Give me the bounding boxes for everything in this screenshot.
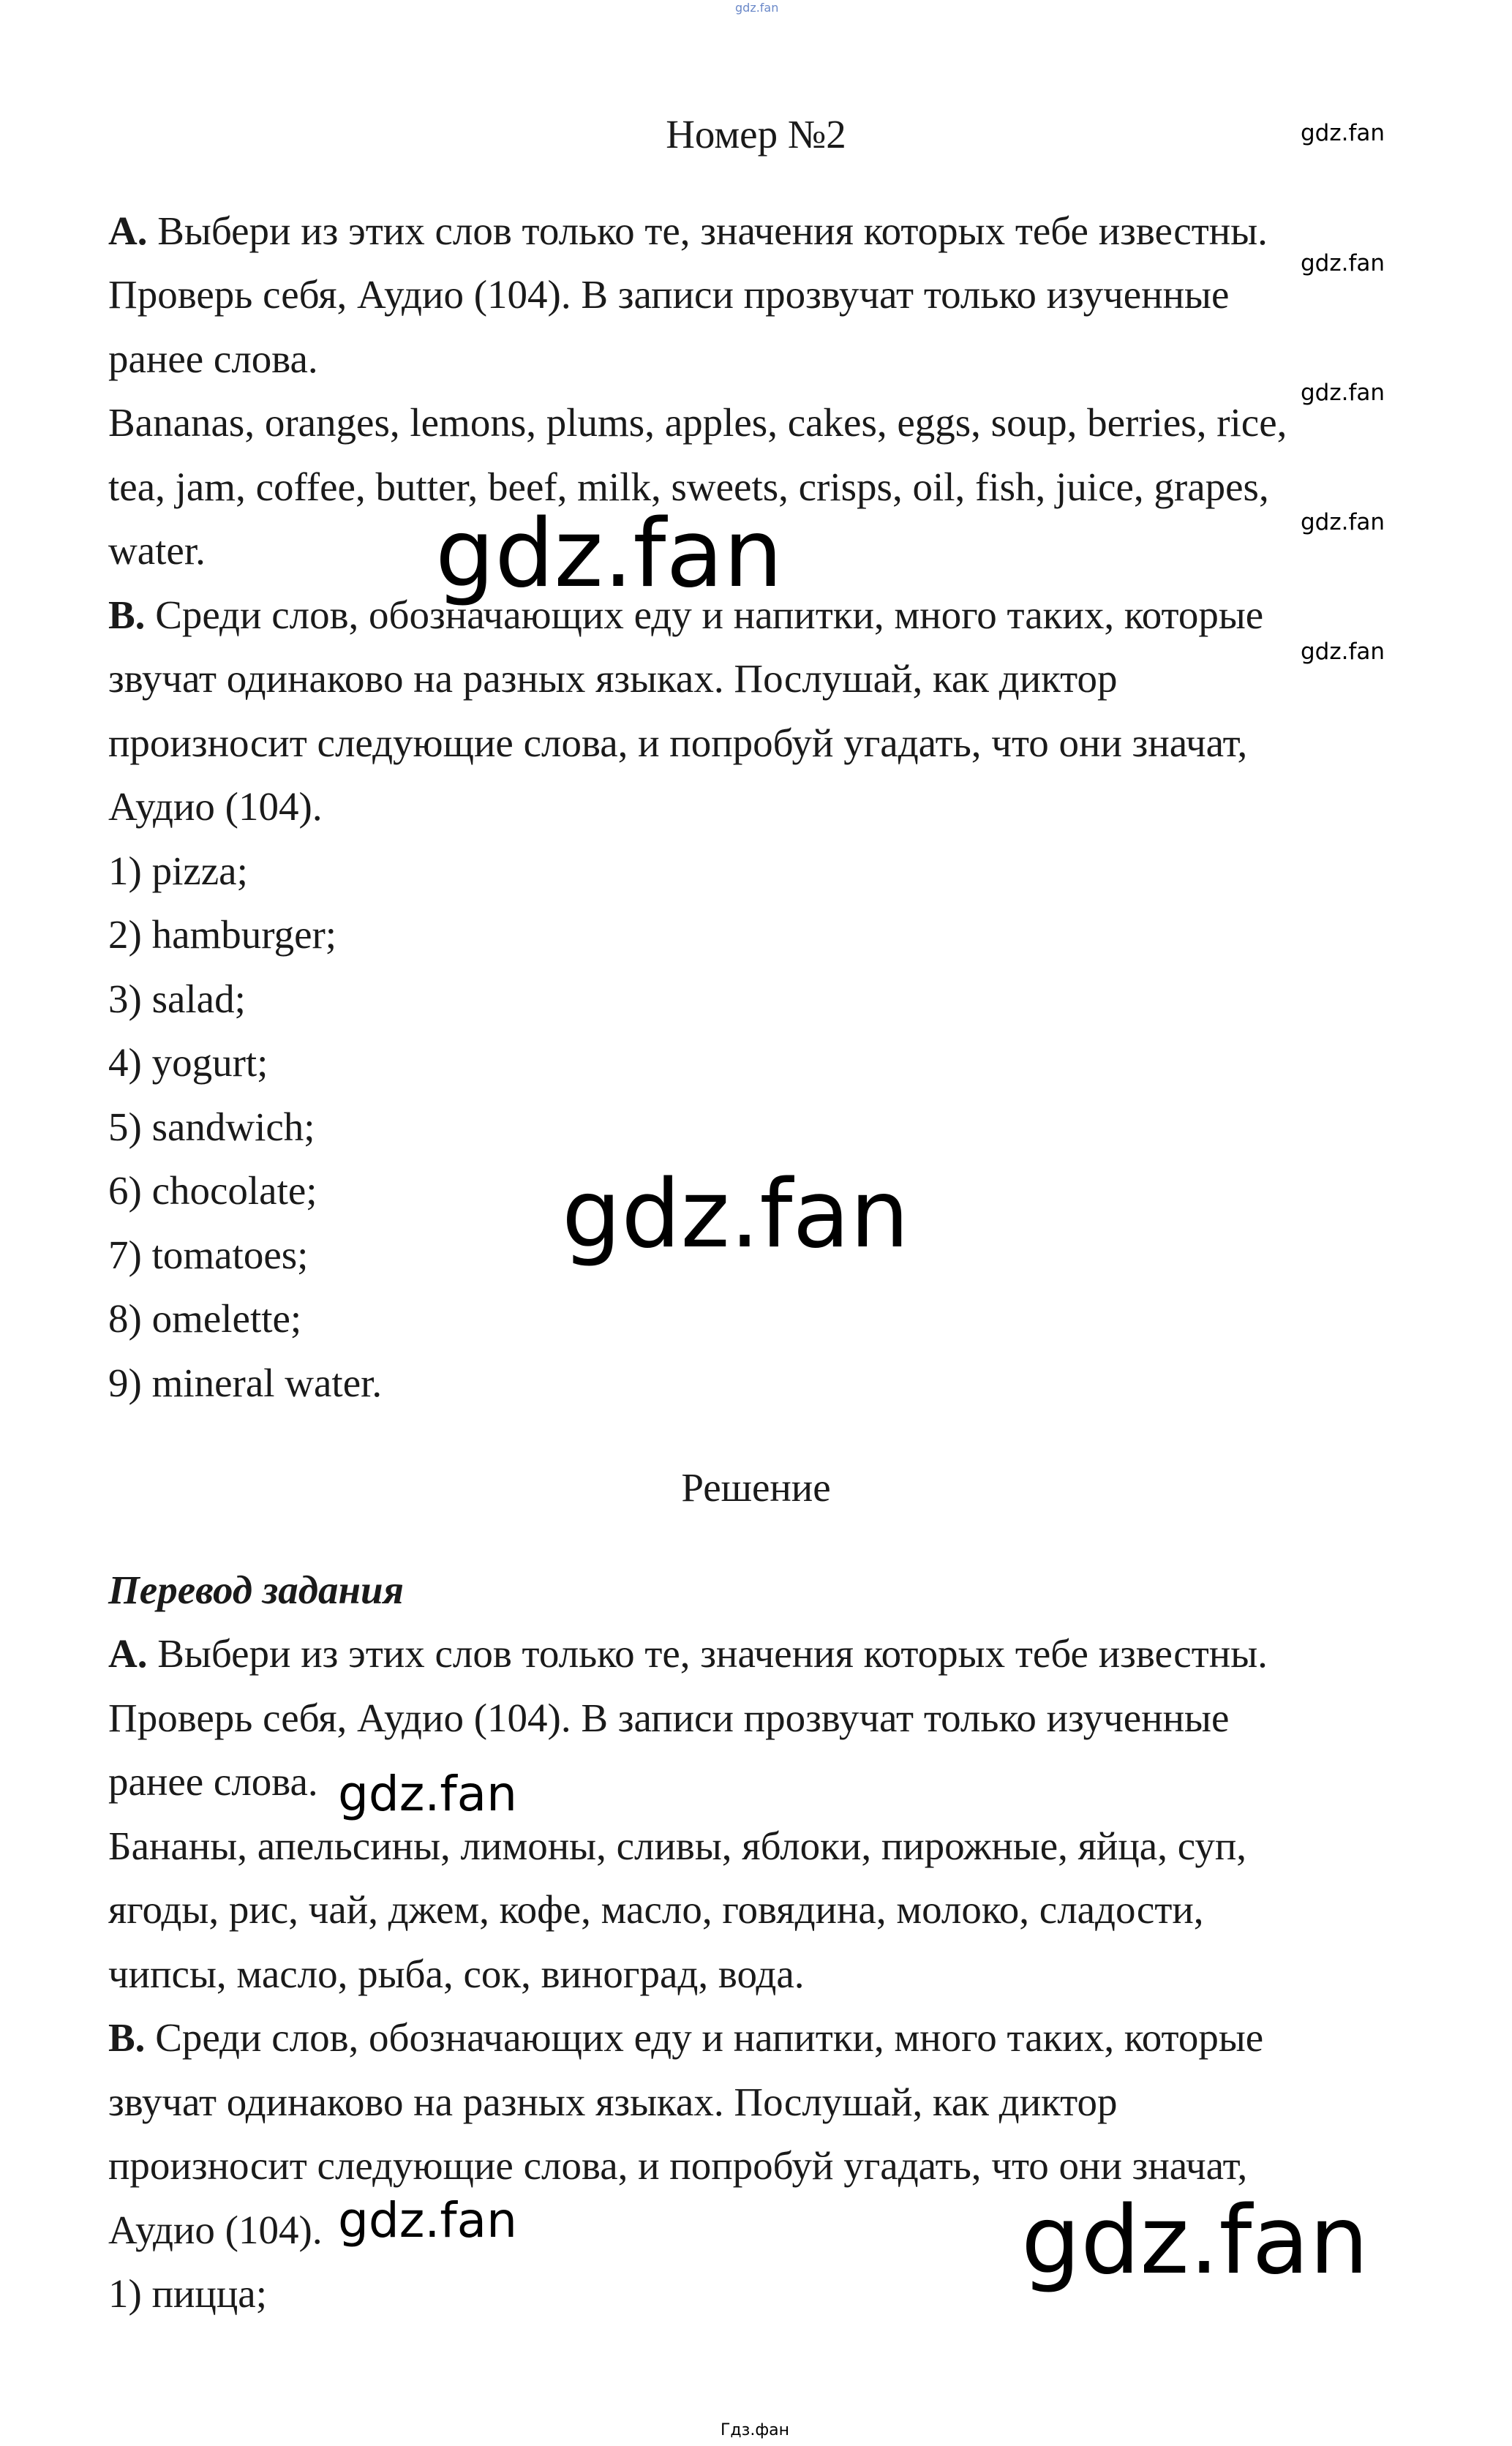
list-item: 2) hamburger; (108, 912, 337, 957)
solution-a-label: A. (108, 1631, 148, 1676)
solution-words-line-3: чипсы, масло, рыба, сок, виноград, вода. (108, 1952, 805, 1996)
task-words-line-1: Bananas, oranges, lemons, plums, apples, cakes, eggs, soup, berries, rice, (108, 400, 1287, 445)
watermark-large: gdz.fan (1021, 2186, 1369, 2295)
task-words-line-3: water. (108, 528, 206, 573)
watermark-small: gdz.fan (1301, 250, 1385, 276)
task-a-line-3: ранее слова. (108, 336, 318, 381)
task-b-line-4: Аудио (104). (108, 784, 323, 829)
watermark-small: gdz.fan (1301, 380, 1385, 406)
solution-b-label: B. (108, 2015, 146, 2060)
page-title: Номер №2 (666, 112, 846, 157)
task-b-line-2: звучат одинаково на разных языках. Послушай, как диктор (108, 656, 1118, 701)
list-item: 7) tomatoes; (108, 1233, 309, 1277)
solution-words-line-1: Бананы, апельсины, лимоны, сливы, яблоки, пирожные, яйца, суп, (108, 1824, 1247, 1868)
list-item: 5) sandwich; (108, 1105, 315, 1149)
task-a-line-1 (108, 199, 1268, 263)
translation-heading: Перевод задания (108, 1568, 404, 1612)
list-item: 6) chocolate; (108, 1168, 317, 1213)
list-item: 1) pizza; (108, 848, 248, 893)
task-a-line-2: Проверь себя, Аудио (104). В записи прозвучат только изученные (108, 272, 1230, 317)
solution-a-line-3: ранее слова. (108, 1759, 318, 1804)
watermark-small: gdz.fan (1301, 639, 1385, 665)
solution-b-line-2: звучат одинаково на разных языках. Послушай, как диктор (108, 2080, 1118, 2124)
list-item: 4) yogurt; (108, 1040, 268, 1085)
watermark-bottom: Гдз.фан (721, 2421, 789, 2439)
task-words-line-2: tea, jam, coffee, butter, beef, milk, sweets, crisps, oil, fish, juice, grapes, (108, 464, 1269, 509)
task-b-line-3: произносит следующие слова, и попробуй угадать, что они значат, (108, 720, 1248, 765)
list-item: 3) salad; (108, 976, 246, 1021)
task-a-text-1: Выбери из этих слов только те, значения которых тебе известны. (157, 208, 1268, 253)
solution-a-line-1 (108, 1622, 1268, 1686)
solution-b-line-1 (108, 2006, 1263, 2070)
watermark-top: gdz.fan (735, 1, 779, 15)
solution-words-line-2: ягоды, рис, чай, джем, кофе, масло, говядина, молоко, сладости, (108, 1887, 1204, 1932)
solution-b-line-4: Аудио (104). (108, 2208, 323, 2252)
solution-a-line-2: Проверь себя, Аудио (104). В записи прозвучат только изученные (108, 1696, 1230, 1740)
solution-b-text-1: Среди слов, обозначающих еду и напитки, много таких, которые (155, 2015, 1264, 2060)
watermark-small: gdz.fan (1301, 509, 1385, 535)
solution-a-text-1: Выбери из этих слов только те, значения которых тебе известны. (157, 1631, 1268, 1676)
task-b-label: B. (108, 592, 146, 637)
watermark-small: gdz.fan (1301, 120, 1385, 146)
list-item: 1) пицца; (108, 2271, 267, 2316)
list-item: 9) mineral water. (108, 1361, 383, 1405)
watermark-large: gdz.fan (435, 500, 783, 609)
solution-b-line-3: произносит следующие слова, и попробуй угадать, что они значат, (108, 2143, 1248, 2188)
solution-heading: Решение (681, 1465, 831, 1510)
task-a-label: A. (108, 208, 148, 253)
watermark-medium: gdz.fan (338, 1766, 517, 1822)
watermark-medium: gdz.fan (338, 2192, 517, 2249)
task-b-text-1: Среди слов, обозначающих еду и напитки, много таких, которые (155, 592, 1264, 637)
list-item: 8) omelette; (108, 1296, 302, 1341)
watermark-large: gdz.fan (562, 1160, 909, 1269)
